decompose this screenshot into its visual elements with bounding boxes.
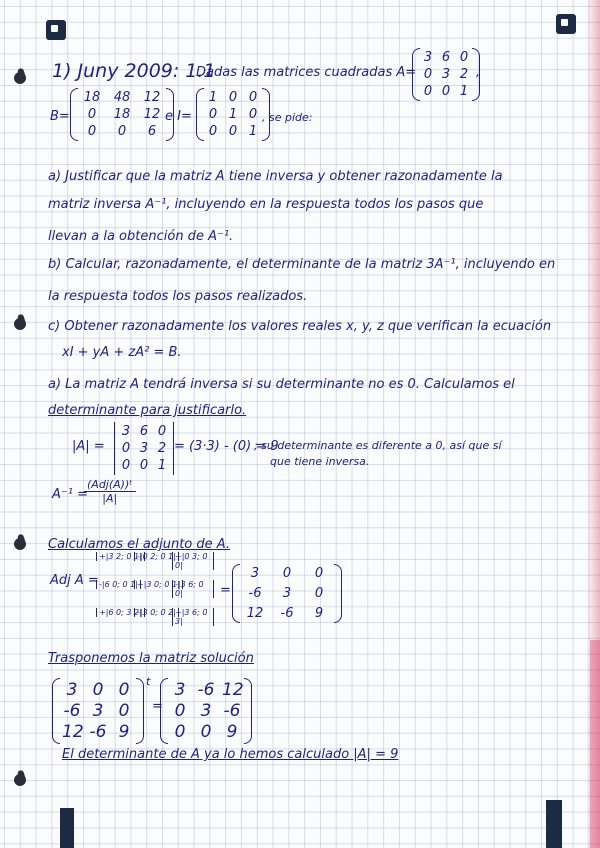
matrix-cell: 3 [66,680,78,700]
solution-a-line-2: determinante para justificarlo. [48,403,247,418]
matrix-cell: -6 [63,701,81,721]
matrix-cell: -6 [89,722,107,742]
matrix-cell: 3 [174,680,186,700]
matrix-i [206,90,260,139]
matrix-cell: 18 [83,90,101,105]
matrix-cell: -6 [223,701,241,721]
part-a-line-2: matriz inversa A⁻¹, incluyendo en la respuesta todos los pasos que [48,197,484,212]
adjoint-heading: Calculamos el adjunto de A. [48,537,231,552]
minor-determinant: +|6 0; 3 2| [96,608,145,617]
part-c-line-1: c) Obtener razonadamente los valores reales x, y, z que verifican la ecuación [48,319,552,334]
adjoint-minors-matrix [96,552,214,638]
minor-determinant: -|6 0; 0 1| [96,580,141,589]
part-b-line-2: la respuesta todos los pasos realizados. [48,289,308,304]
matrix-cell: 6 [139,424,149,439]
part-c-line-2: xI + yA + zA² = B. [62,345,182,360]
matrix-cell: -6 [197,680,215,700]
matrix-cell: 0 [423,67,433,82]
minor-determinant: -|3 0; 0 2| [134,608,179,617]
transpose-heading: Trasponemos la matriz solución [48,651,254,666]
minor-determinant: -|0 2; 0 1| [134,552,179,561]
matrix-cell: 0 [282,566,292,581]
corner-marker-top-left [46,20,66,40]
matrix-cell: 0 [423,84,433,99]
matrix-cell: 0 [87,124,97,139]
matrix-cell: 0 [174,701,186,721]
matrix-cell: 0 [92,680,104,700]
matrix-cell: 1 [459,84,469,99]
binder-hole [12,536,27,551]
matrix-b [80,90,164,139]
matrix-cell: 3 [423,50,433,65]
matrix-cell: 6 [441,50,451,65]
det-comment-2: que tiene inversa. [270,455,370,468]
matrix-cell: 48 [113,90,131,105]
matrix-adjoint-transposed [170,680,242,742]
matrix-cell: 6 [147,124,157,139]
minor-determinant: +|0 3; 0 0| [172,552,214,570]
matrix-cell: 9 [118,722,130,742]
det-label: |A| = [72,439,105,454]
matrix-cell: 0 [441,84,451,99]
binder-hole [12,70,27,85]
minor-determinant: -|3 6; 0 0| [172,580,214,598]
matrix-cell: 0 [117,124,127,139]
comma: , [476,65,481,80]
minor-determinant: +|3 2; 0 1| [96,552,145,561]
matrix-cell: 1 [248,124,258,139]
adjoint-label: Adj A = [50,573,99,588]
part-b-line-1: b) Calcular, razonadamente, el determinante de la matriz 3A⁻¹, incluyendo en [48,257,556,272]
matrix-cell: 3 [121,424,131,439]
matrix-cell: 9 [314,606,324,621]
matrix-cell: 0 [314,566,324,581]
matrix-cell: 18 [113,107,131,122]
determinant-a [120,424,168,473]
problem-intro: Dadas las matrices cuadradas A= [196,65,417,80]
matrix-cell: 1 [157,458,167,473]
inverse-formula-lhs: A⁻¹ = [52,487,88,502]
matrix-cell: 2 [157,441,167,456]
corner-marker-bottom-right [546,800,562,848]
det-expression: = (3·3) - (0) = 9 [174,439,279,454]
matrix-cell: 0 [157,424,167,439]
label-b: B= [50,109,70,124]
matrix-cell: 12 [62,722,84,742]
matrix-cell: 0 [200,722,212,742]
matrix-cell: 0 [139,458,149,473]
minor-determinant: +|3 0; 0 1| [134,580,183,589]
corner-marker-top-right [556,14,576,34]
matrix-cell: 12 [143,107,161,122]
solution-a-line-1: a) La matriz A tendrá inversa si su determinante no es 0. Calculamos el [48,377,515,392]
final-determinant-line: El determinante de A ya lo hemos calculado |A| = 9 [62,747,399,762]
matrix-cell: 0 [228,124,238,139]
matrix-adjoint [242,566,332,621]
matrix-cell: 1 [228,107,238,122]
matrix-cell: 0 [208,107,218,122]
matrix-cell: -6 [248,586,262,601]
page-edge-shadow [590,640,600,848]
matrix-cell: 0 [121,441,131,456]
matrix-cell: -6 [280,606,294,621]
matrix-cell: 0 [174,722,186,742]
label-i: e I= [165,109,192,124]
matrix-cell: 0 [208,124,218,139]
binder-hole [12,316,27,331]
binder-hole [12,772,27,787]
inverse-formula-denominator: |A| [102,492,118,505]
problem-title: 1) Juny 2009: 1.1 [52,60,216,82]
part-a-line-3: llevan a la obtención de A⁻¹. [48,229,234,244]
matrix-cell: 0 [248,107,258,122]
equals-sign: = [152,699,163,714]
matrix-a [422,50,470,99]
matrix-cell: 9 [226,722,238,742]
matrix-cell: 0 [314,586,324,601]
matrix-cell: 3 [139,441,149,456]
matrix-cell: 0 [248,90,258,105]
matrix-adjoint-copy [62,680,134,742]
matrix-cell: 3 [200,701,212,721]
transpose-superscript: t [146,675,151,688]
matrix-cell: 3 [441,67,451,82]
matrix-cell: 12 [222,680,244,700]
matrix-cell: 0 [228,90,238,105]
matrix-cell: 1 [208,90,218,105]
matrix-cell: 3 [250,566,260,581]
part-a-line-1: a) Justificar que la matriz A tiene inversa y obtener razonadamente la [48,169,503,184]
matrix-cell: 3 [92,701,104,721]
matrix-cell: 0 [87,107,97,122]
matrix-cell: 0 [459,50,469,65]
matrix-cell: 0 [118,680,130,700]
matrix-cell: 3 [282,586,292,601]
inverse-formula-fraction [84,478,136,505]
matrix-cell: 2 [459,67,469,82]
matrix-cell: 12 [143,90,161,105]
det-comment-1: ; su determinante es diferente a 0, así que sí [254,439,502,452]
equals-sign: = [220,583,231,598]
matrix-cell: 0 [118,701,130,721]
corner-marker-bottom-left [60,808,74,848]
inverse-formula-numerator: (Adj(A))ᵗ [84,478,136,492]
problem-intro-end: , se pide: [262,111,313,124]
matrix-cell: 0 [121,458,131,473]
minor-determinant: +|3 6; 0 3| [172,608,214,626]
matrix-cell: 12 [246,606,264,621]
